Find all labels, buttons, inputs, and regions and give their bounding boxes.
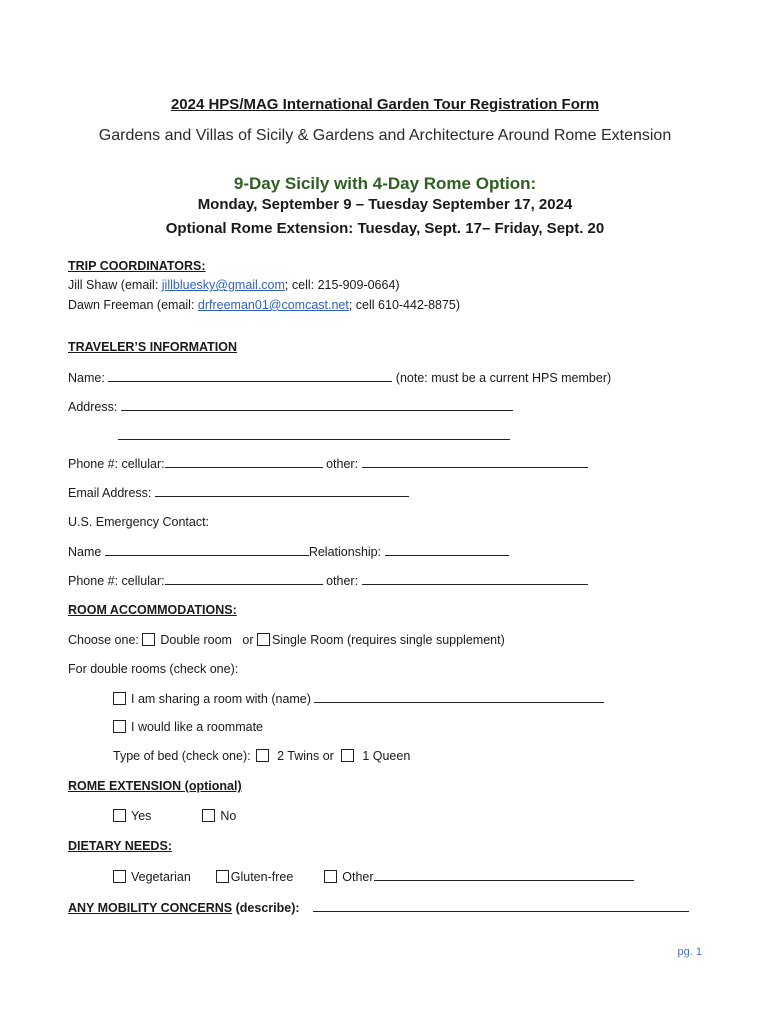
email-row [68, 484, 409, 501]
emergency-contact-label: U.S. Emergency Contact: [68, 515, 210, 529]
emergency-name-field[interactable] [105, 543, 309, 556]
mobility-heading: ANY MOBILITY CONCERNS [68, 901, 233, 915]
gluten-free-checkbox[interactable] [216, 870, 229, 883]
other-phone-label: other: [326, 457, 359, 471]
other-diet-checkbox[interactable] [324, 870, 337, 883]
emergency-phone-row [68, 572, 588, 589]
room-choice-row [68, 632, 505, 648]
choose-one-label: Choose one: [68, 633, 139, 647]
coordinator-dawn-suffix: ; cell 610-442-8875) [348, 298, 461, 312]
emergency-name-row [68, 543, 509, 560]
dietary-heading: DIETARY NEEDS: [68, 839, 172, 853]
coordinator-dawn [68, 297, 460, 313]
trip-dates: Monday, September 9 – Tuesday September 17, 2024 [197, 196, 573, 213]
rome-no-checkbox[interactable] [202, 809, 215, 822]
gluten-free-label: Gluten-free [230, 870, 294, 884]
mobility-describe-label: (describe): [232, 901, 300, 915]
address-field-2[interactable] [118, 427, 510, 440]
queen-checkbox[interactable] [341, 749, 354, 762]
form-title: 2024 HPS/MAG International Garden Tour Registration Form [170, 96, 600, 113]
email-label: Email Address: [68, 486, 152, 500]
coordinator-jill-suffix: ; cell: 215-909-0664) [284, 278, 400, 292]
bed-type-row [113, 748, 410, 764]
other-diet-field[interactable] [374, 868, 634, 881]
twins-label: 2 Twins or [277, 749, 334, 763]
emergency-other-field[interactable] [362, 572, 588, 585]
room-heading: ROOM ACCOMMODATIONS: [68, 603, 237, 617]
vegetarian-label: Vegetarian [131, 870, 191, 884]
twins-checkbox[interactable] [256, 749, 269, 762]
relationship-label: Relationship: [308, 545, 382, 559]
roommate-label: I would like a roommate [131, 720, 264, 734]
cellular-field[interactable] [165, 455, 323, 468]
double-room-label: Double room [160, 633, 232, 647]
name-note: (note: must be a current HPS member) [395, 371, 612, 385]
rome-no-label: No [220, 809, 237, 823]
rome-choice-row [113, 808, 236, 824]
name-field[interactable] [108, 369, 392, 382]
vegetarian-checkbox[interactable] [113, 870, 126, 883]
name-label: Name: [68, 371, 105, 385]
mobility-row [68, 899, 689, 916]
phone-label: Phone #: cellular: [68, 457, 165, 471]
emergency-cellular-field[interactable] [165, 572, 323, 585]
emergency-other-label: other: [326, 574, 359, 588]
roommate-checkbox[interactable] [113, 720, 126, 733]
dawn-email-link[interactable]: drfreeman01@comcast.net [197, 298, 349, 312]
rome-yes-checkbox[interactable] [113, 809, 126, 822]
address-row [68, 398, 513, 415]
emergency-name-label: Name [68, 545, 102, 559]
roommate-name-field[interactable] [314, 690, 604, 703]
coordinator-jill [68, 277, 400, 293]
sharing-checkbox[interactable] [113, 692, 126, 705]
address-label: Address: [68, 400, 118, 414]
sharing-label: I am sharing a room with (name) [131, 692, 311, 706]
single-room-checkbox[interactable] [257, 633, 270, 646]
roommate-row [113, 719, 263, 735]
bed-type-label: Type of bed (check one): [113, 749, 251, 763]
relationship-field[interactable] [385, 543, 509, 556]
traveler-heading: TRAVELER’S INFORMATION [68, 340, 237, 354]
other-diet-label: Other [342, 870, 374, 884]
form-subtitle: Gardens and Villas of Sicily & Gardens and Architecture Around Rome Extension [98, 127, 672, 144]
queen-label: 1 Queen [362, 749, 411, 763]
double-room-checkbox[interactable] [142, 633, 155, 646]
coordinator-dawn-prefix: Dawn Freeman (email: [68, 298, 198, 312]
sharing-row [113, 690, 604, 707]
rome-yes-label: Yes [131, 809, 152, 823]
emergency-phone-label: Phone #: cellular: [68, 574, 165, 588]
or-label: or [242, 633, 254, 647]
rome-heading: ROME EXTENSION (optional) [68, 779, 242, 793]
coordinators-heading: TRIP COORDINATORS: [68, 259, 206, 273]
phone-row [68, 455, 588, 472]
double-rooms-label: For double rooms (check one): [68, 662, 239, 676]
mobility-field[interactable] [313, 899, 689, 912]
jill-email-link[interactable]: jillbluesky@gmail.com [161, 278, 285, 292]
page-number: pg. 1 [677, 946, 702, 958]
trip-title: 9-Day Sicily with 4-Day Rome Option: [233, 174, 537, 193]
coordinator-jill-prefix: Jill Shaw (email: [68, 278, 162, 292]
name-row [68, 369, 611, 386]
rome-extension-dates: Optional Rome Extension: Tuesday, Sept. 17– Friday, Sept. 20 [165, 220, 605, 237]
address-field-1[interactable] [121, 398, 513, 411]
dietary-row [113, 868, 634, 885]
address-row-2 [118, 427, 510, 444]
single-room-label: Single Room (requires single supplement) [271, 633, 505, 647]
other-phone-field[interactable] [362, 455, 588, 468]
email-field[interactable] [155, 484, 409, 497]
